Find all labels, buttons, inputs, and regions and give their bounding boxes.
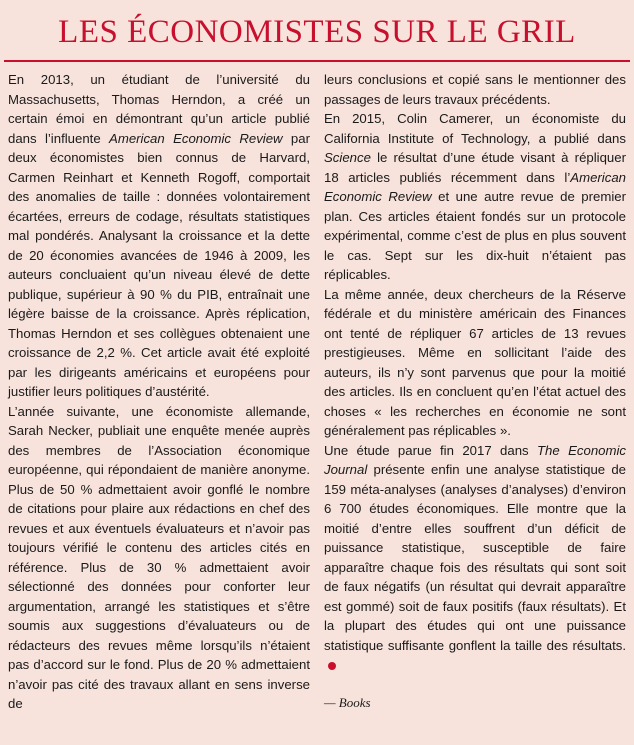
- journal-name: American Economic Review: [324, 169, 626, 204]
- paragraph-continued: leurs conclusions et copié sans le mentionner des passages de leurs travaux précédents.: [324, 72, 626, 107]
- title-rule: [4, 60, 630, 62]
- paragraph-herndon: En 2013, un étudiant de l’université du Massachusetts, Thomas Herndon, a créé un certain émoi en démontrant qu’un article publié dans l’influente American Economic Review par deux économistes bien connus de Harvard, Carmen Reinhart et Kenneth Rogoff, comportait des anomalies de taille : données volontairement écartées, erreurs de codage, résultats statistiques mal pondérés. Analysant la croissance et la dette de 20 économies avancées de 1946 à 2009, les auteurs concluaient qu’un niveau élevé de dette publique, supérieur à 90 % du PIB, entraînait une légère baisse de la croissance. Après réplication, Thomas Herndon et ses collègues obtenaient une croissance de 2,2 %. Cet article avait été exploité par les dirigeants américains et européens pour justifier leurs politiques d’austérité.: [8, 72, 310, 399]
- source-credit: — Books: [324, 694, 371, 710]
- paragraph-federal-reserve: La même année, deux chercheurs de la Réserve fédérale et du ministère américain des Finances ont tenté de répliquer 67 articles de 13 revues prestigieuses. Même en sollicitant l’aide des auteurs, ils n’y sont parvenus que pour la moitié des articles. Ils en concluent qu’en l’état actuel des choses « les recherches en économie ne sont généralement pas réplicables ».: [324, 286, 626, 438]
- paragraph-economic-journal: Une étude parue fin 2017 dans The Economic Journal présente enfin une analyse statistique de 159 méta-analyses (analyses d’analyses) d’environ 6 700 études économiques. Elle montre que la moitié d’entre elles souffrent d’un déficit de puissance statistique, susceptible de faire apparaître chaque fois des résultats qui sont soit de faux négatifs (un résultat qui devrait apparaître est gommé) soit de faux positifs (faux résultats). Et la plupart des études qui ont une puissance statistique suffisante gonflent la taille des résultats.: [324, 441, 626, 675]
- journal-name: American Economic Review: [109, 130, 283, 146]
- article-title: LES ÉCONOMISTES SUR LE GRIL: [58, 14, 576, 50]
- journal-name: The Economic Journal: [324, 442, 626, 477]
- end-mark-icon: [328, 662, 336, 670]
- paragraph-necker: L’année suivante, une économiste allemande, Sarah Necker, publiait une enquête menée auprès des membres de l’Association économique européenne, qui répondaient de manière anonyme. Plus de 50 % admettaient avoir gonflé le nombre de citations pour plaire aux rédactions en chef des revues et aux éventuels évaluateurs et n’avoir pas toujours vérifié le contenu des articles cités en référence. Plus de 30 % admettaient avoir sélectionné des données pour conforter leur argumentation, arrangé les statistiques et s’être soumis aux suggestions d’évaluateurs ou de rédacteurs des revues même lorsqu’ils n’étaient pas d’accord sur le fond. Plus de 20 % admettaient n’avoir pas cité des travaux allant en sens inverse de: [8, 403, 310, 711]
- left-column: [8, 70, 310, 714]
- right-column: [324, 70, 626, 712]
- paragraph-camerer: En 2015, Colin Camerer, un économiste du California Institute of Technology, a publié dans Science le résultat d’une étude visant à répliquer 18 articles publiés récemment dans l’American Economic Review et une autre revue de premier plan. Ces articles étaient fondés sur un protocole expérimental, comme c’est de plus en plus souvent le cas. Sept sur les dix-huit n’étaient pas réplicables.: [324, 111, 626, 282]
- journal-name: Science: [324, 150, 371, 165]
